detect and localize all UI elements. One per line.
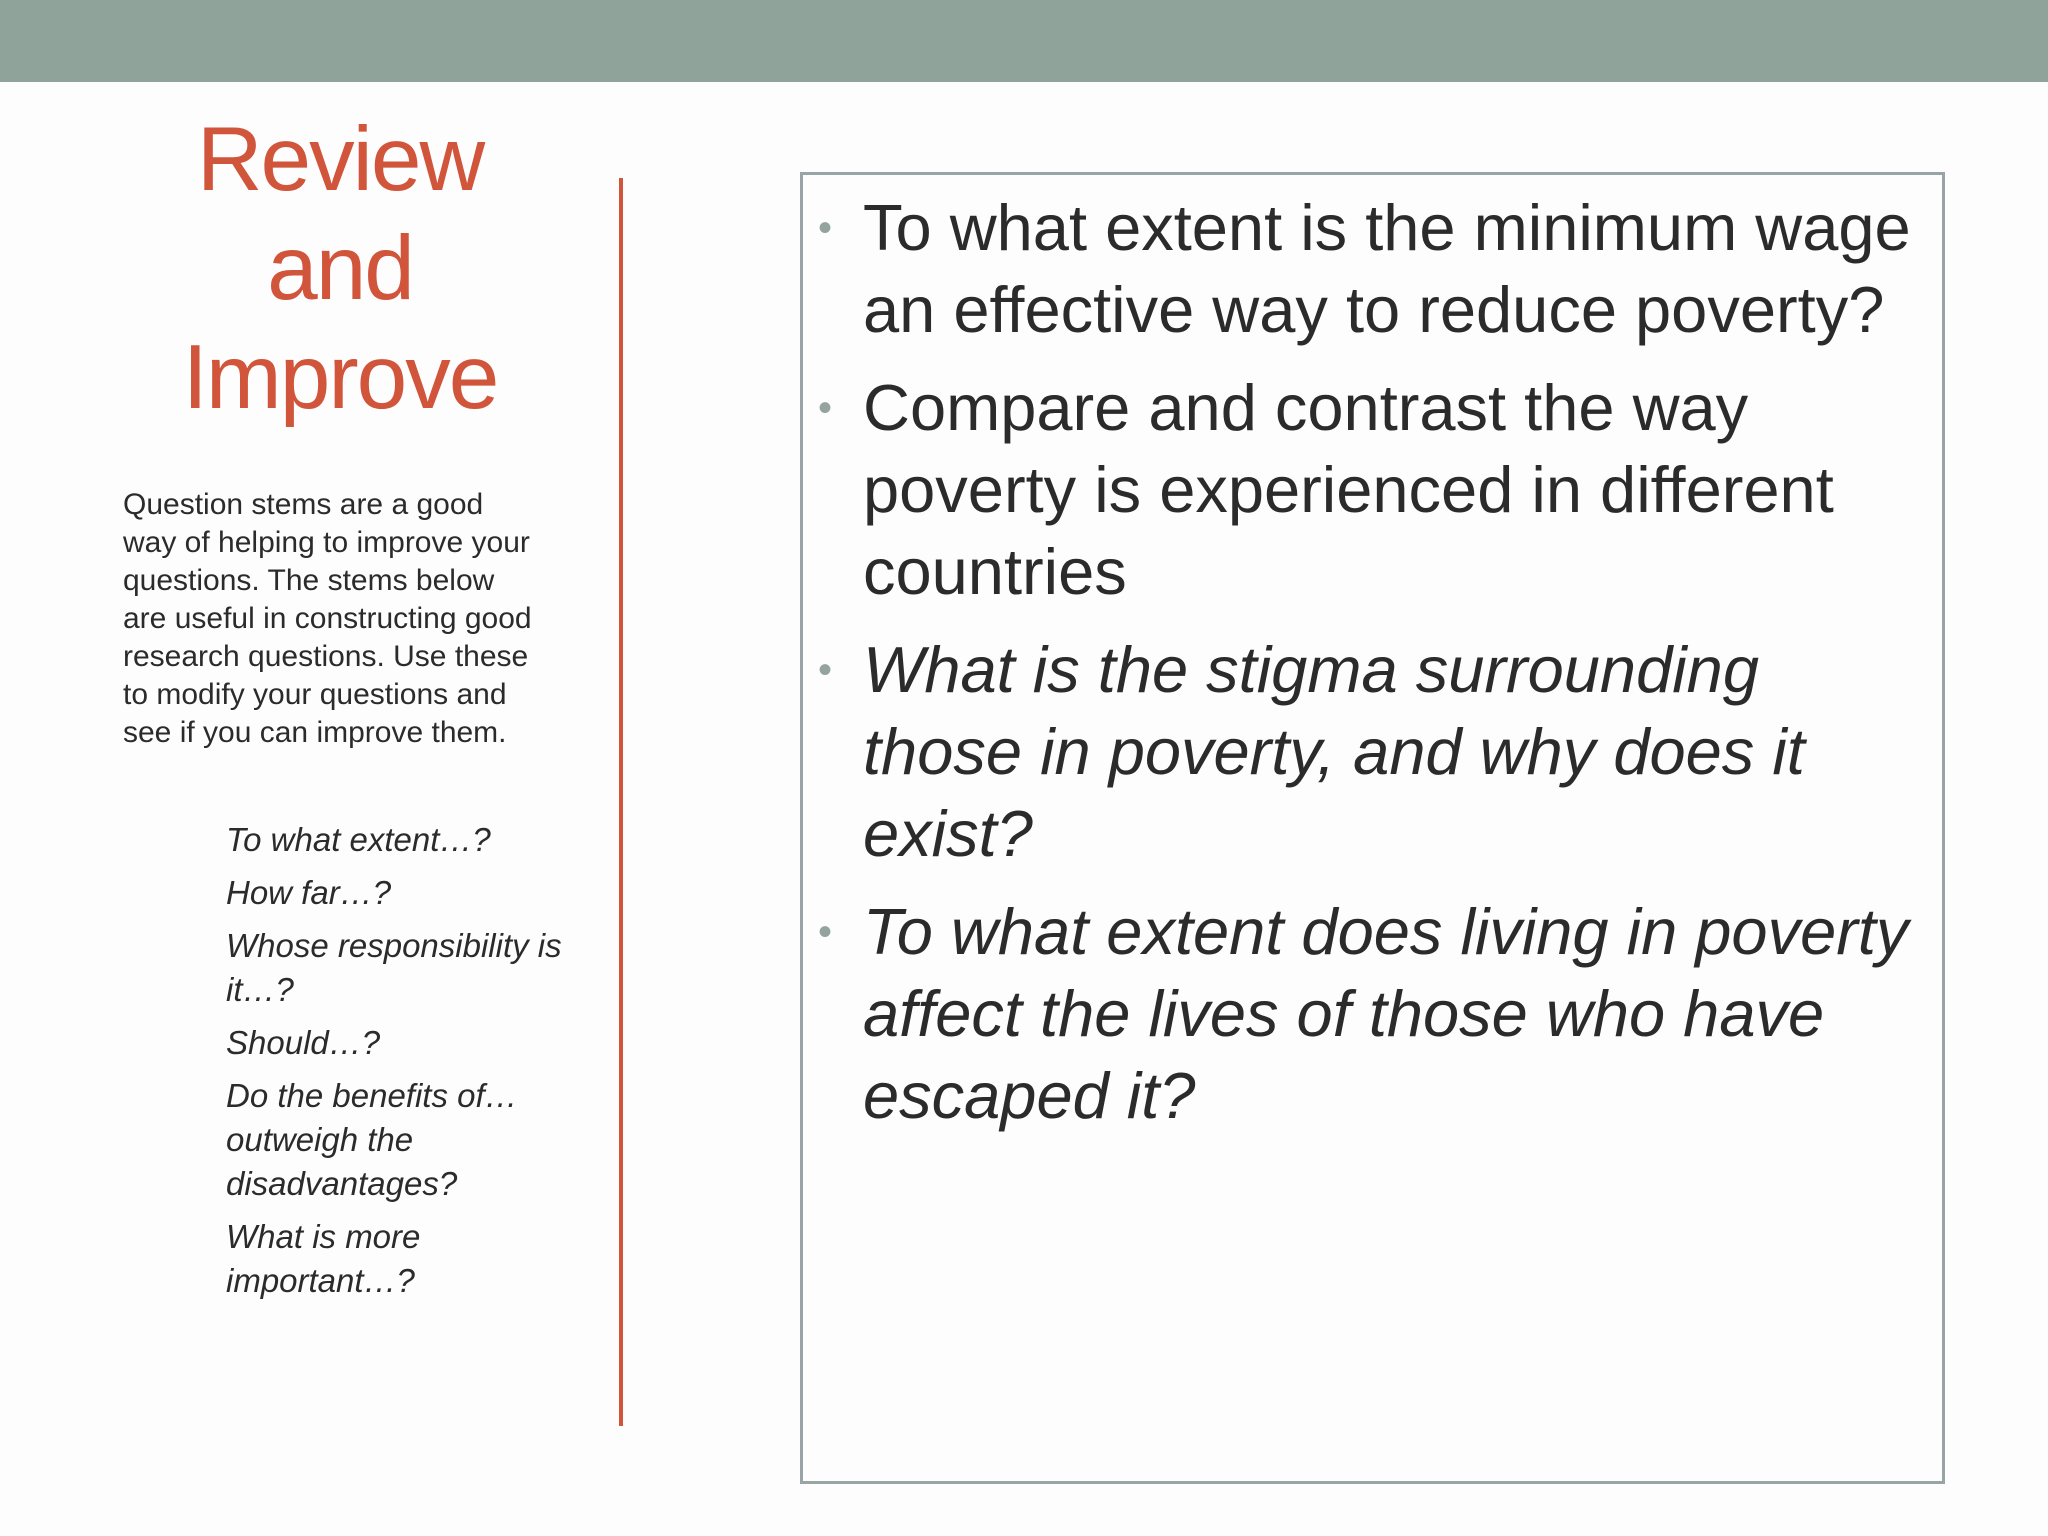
research-question-text: What is the stigma surrounding those in poverty, and why does it exist?: [863, 633, 1805, 870]
intro-paragraph: Question stems are a good way of helping to improve your questions. The stems below are useful in constructing good research questions. Use these to modify your questions and see if you can improve them.: [123, 488, 532, 749]
research-question: [818, 891, 1933, 1137]
question-stem: What is more important…?: [226, 1218, 421, 1299]
research-question: [818, 187, 1933, 351]
title-line: Improve: [182, 327, 498, 428]
research-question-text: To what extent does living in poverty affect the lives of those who have escaped it?: [863, 895, 1909, 1132]
research-question: [818, 629, 1933, 875]
question-stems-list: [226, 818, 576, 1312]
bullet-icon: •: [818, 648, 833, 692]
research-question: [818, 367, 1933, 613]
research-question-text: To what extent is the minimum wage an effective way to reduce poverty?: [863, 191, 1911, 346]
research-question-text: Compare and contrast the way poverty is experienced in different countries: [863, 371, 1834, 608]
slide-title: [90, 105, 590, 432]
title-line: Review: [196, 109, 484, 210]
question-stem: How far…?: [226, 874, 392, 911]
question-stem: To what extent…?: [226, 821, 491, 858]
bullet-icon: •: [818, 206, 833, 250]
question-stem: Whose responsibility is it…?: [226, 927, 562, 1008]
bullet-icon: •: [818, 910, 833, 954]
title-line: and: [267, 218, 413, 319]
header-bar: [0, 0, 2048, 82]
research-questions-list: [818, 187, 1933, 1153]
bullet-icon: •: [818, 386, 833, 430]
vertical-divider: [619, 178, 623, 1426]
question-stem: Do the benefits of… outweigh the disadvantages?: [226, 1077, 518, 1202]
question-stem: Should…?: [226, 1024, 381, 1061]
